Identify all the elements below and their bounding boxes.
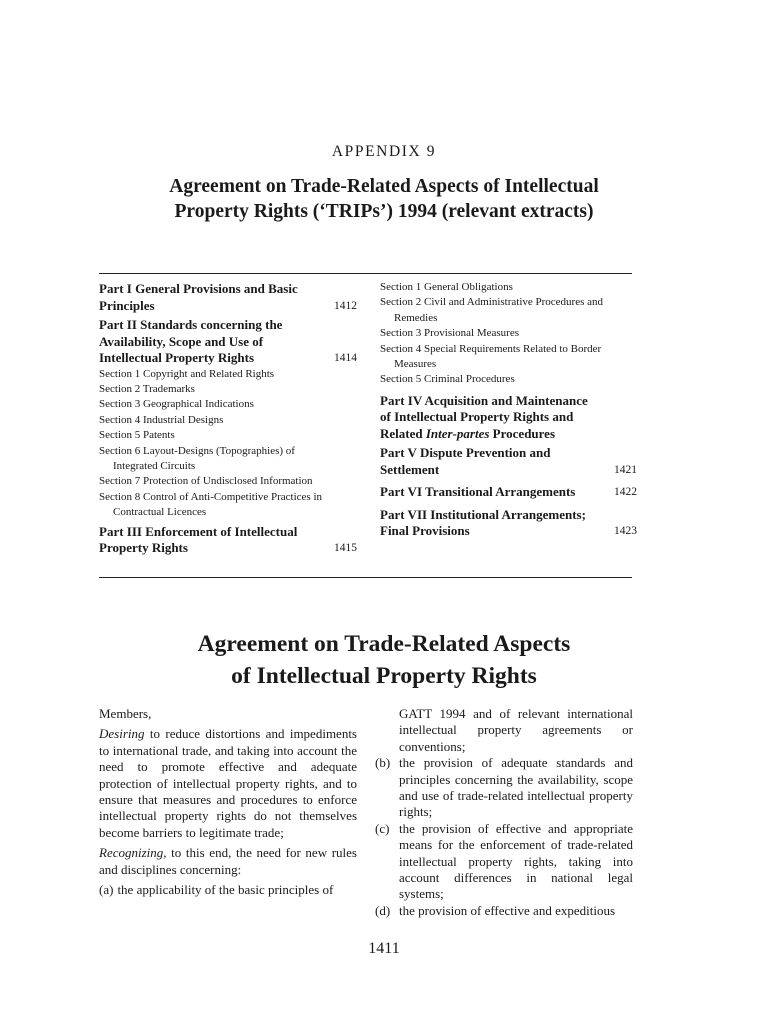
toc-part-label-italic: Inter-partes xyxy=(425,425,490,441)
list-item-c xyxy=(375,821,633,903)
toc-part-4 xyxy=(380,393,637,443)
paragraph-text: to reduce distortions and impediments to international trade, and taking into account the need to promote effective and adequate protection of intellectual property rights, and to ensure that measures and procedures to enforce intellectual property rights do not themselves become barriers to legitimate trade; xyxy=(99,726,357,840)
toc-part-5 xyxy=(380,445,637,478)
agreement-title xyxy=(120,628,648,692)
agreement-title-line: Agreement on Trade-Related Aspects xyxy=(197,631,571,657)
list-item-label: (d) xyxy=(375,902,391,918)
toc-section: Section 3 Geographical Indications xyxy=(99,398,254,411)
paragraph-recognizing xyxy=(99,845,357,878)
toc-section: Section 5 Criminal Procedures xyxy=(380,373,515,386)
toc-part-1 xyxy=(99,281,357,314)
toc-part-label: Procedures xyxy=(489,425,556,441)
toc-section: Section 7 Protection of Undisclosed Information xyxy=(99,475,313,488)
toc-section: Section 4 Industrial Designs xyxy=(99,413,224,426)
list-item-b xyxy=(375,755,633,821)
toc-section: Section 6 Layout-Designs (Topographies) of Integrated Circuits xyxy=(99,444,295,472)
toc-section: Section 8 Control of Anti-Competitive Practices in Contractual Licences xyxy=(99,490,323,519)
body-left-column xyxy=(99,706,357,898)
toc-section: Section 5 Patents xyxy=(99,429,175,442)
toc-part-label: Part II Standards concerning the Availability, Scope and Use of Intellectual Property Rights xyxy=(99,317,283,365)
toc-part-label: Part VI Transitional Arrangements xyxy=(380,484,576,500)
toc-right-column xyxy=(380,280,637,540)
toc-page-number: 1414 xyxy=(334,352,357,364)
toc-page-number: 1423 xyxy=(614,525,637,538)
list-item-label: (c) xyxy=(375,820,390,836)
toc-section: Section 4 Special Requirements Related to Border Measures xyxy=(380,342,602,371)
list-item-a-continuation: GATT 1994 and of relevant international intellectual property agreements or conventions; xyxy=(399,706,633,754)
toc-section: Section 1 Copyright and Related Rights xyxy=(99,367,275,380)
list-item-label: (a) xyxy=(99,882,114,898)
appendix-title-line: Agreement on Trade-Related Aspects of Intellectual xyxy=(169,176,599,197)
toc-top-rule xyxy=(99,273,632,274)
toc-part-label: Part VII Institutional Arrangements; Final Provisions xyxy=(380,506,586,539)
list-item-text: the provision of adequate standards and principles concerning the availability, scope and use of trade-related intellectual property rights; xyxy=(399,755,633,820)
list-item-text: the applicability of the basic principles of xyxy=(117,882,334,898)
toc-part-label: Part I General Provisions and Basic Principles xyxy=(99,281,298,313)
paragraph-lead: Recognizing, xyxy=(99,845,167,861)
toc-page-number: 1412 xyxy=(334,299,357,312)
toc-part-7 xyxy=(380,507,637,540)
list-item-label: (b) xyxy=(375,755,391,771)
appendix-title-line: Property Rights (‘TRIPs’) 1994 (relevant extracts) xyxy=(174,201,594,222)
appendix-label: APPENDIX 9 xyxy=(331,143,437,160)
toc-section: Section 1 General Obligations xyxy=(380,281,513,293)
toc-page-number: 1421 xyxy=(614,463,637,476)
toc-section: Section 3 Provisional Measures xyxy=(380,327,520,340)
toc-part-3 xyxy=(99,524,357,557)
toc-page-number: 1415 xyxy=(334,542,357,555)
body-right-column xyxy=(375,706,633,919)
toc-part-label: Part V Dispute Prevention and Settlement xyxy=(380,445,551,477)
paragraph-desiring xyxy=(99,726,357,841)
toc-part-label: Part IV Acquisition and Maintenance of Intellectual Property Rights and Related xyxy=(380,392,588,441)
appendix-title xyxy=(120,174,648,224)
toc-left-column xyxy=(99,280,357,557)
toc-part-label: Part III Enforcement of Intellectual Property Rights xyxy=(99,523,298,556)
toc-section: Section 2 Civil and Administrative Procedures and Remedies xyxy=(380,296,604,324)
toc-part-6 xyxy=(380,484,637,501)
toc-section: Section 2 Trademarks xyxy=(99,382,195,395)
page-number: 1411 xyxy=(368,940,400,957)
paragraph-text: to this end, the need for new rules and disciplines concerning: xyxy=(99,845,357,877)
list-item-text: the provision of effective and expeditious xyxy=(399,902,616,918)
toc-page-number: 1422 xyxy=(614,486,637,499)
toc-part-2 xyxy=(99,317,357,367)
agreement-title-line: of Intellectual Property Rights xyxy=(231,663,537,689)
toc-bottom-rule xyxy=(99,577,632,578)
list-item-d xyxy=(375,903,633,919)
paragraph-members: Members, xyxy=(99,706,152,721)
list-item-a xyxy=(99,882,357,898)
list-item-text: the provision of effective and appropriate means for the enforcement of trade-related intellectual property rights, taking into account differences in national legal systems; xyxy=(399,820,633,902)
paragraph-lead: Desiring xyxy=(99,726,145,742)
